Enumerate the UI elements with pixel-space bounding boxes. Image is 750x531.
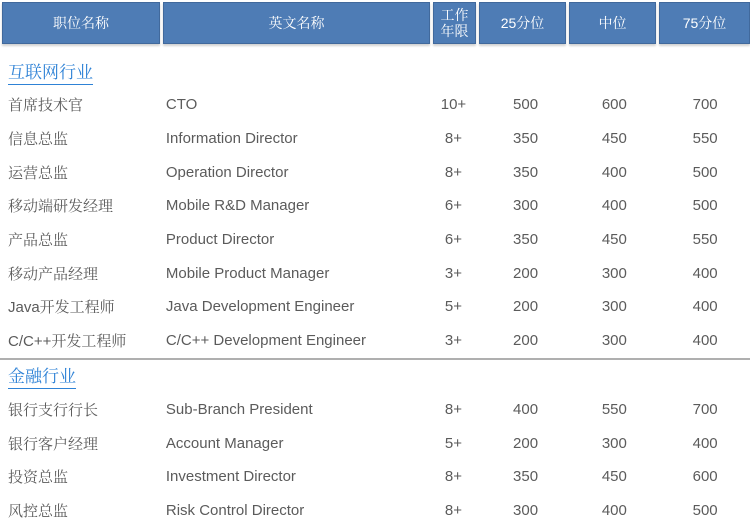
cell-position: 银行客户经理 xyxy=(8,435,99,453)
cell-experience: 10+ xyxy=(440,96,467,114)
cell-english-name: CTO xyxy=(165,96,198,114)
cell-position: 产品总监 xyxy=(8,232,69,250)
table-row xyxy=(2,460,750,494)
cell-position: 首席技术官 xyxy=(8,97,84,115)
cell-experience: 6+ xyxy=(444,231,463,249)
table-row xyxy=(2,223,750,257)
cell-english-name: Java Development Engineer xyxy=(165,298,355,316)
cell-p25: 500 xyxy=(513,96,539,114)
table-row xyxy=(2,155,750,189)
column-header-experience: 工作年限 xyxy=(433,2,476,44)
cell-experience: 8+ xyxy=(444,501,463,519)
section-rows xyxy=(0,393,750,528)
cell-median: 400 xyxy=(601,163,627,181)
section-title-wrap xyxy=(0,63,750,85)
cell-p25: 200 xyxy=(513,264,539,282)
cell-position: C/C++开发工程师 xyxy=(8,333,127,351)
table-row xyxy=(2,324,750,358)
cell-experience: 8+ xyxy=(444,163,463,181)
cell-p25: 350 xyxy=(513,163,539,181)
cell-p25: 300 xyxy=(513,197,539,215)
cell-median: 450 xyxy=(601,231,627,249)
cell-p25: 400 xyxy=(513,400,539,418)
cell-english-name: Investment Director xyxy=(165,468,296,486)
table-row xyxy=(2,189,750,223)
cell-median: 300 xyxy=(601,264,627,282)
cell-p75: 400 xyxy=(692,332,718,350)
cell-median: 300 xyxy=(601,332,627,350)
cell-experience: 3+ xyxy=(444,332,463,350)
cell-english-name: Mobile Product Manager xyxy=(165,264,330,282)
column-header-english-name: 英文名称 xyxy=(163,2,430,44)
cell-english-name: Product Director xyxy=(165,231,275,249)
cell-median: 300 xyxy=(601,434,627,452)
cell-position: 移动端研发经理 xyxy=(8,198,114,216)
cell-experience: 8+ xyxy=(444,400,463,418)
section-rows xyxy=(0,88,750,358)
cell-english-name: Account Manager xyxy=(165,434,284,452)
cell-experience: 8+ xyxy=(444,130,463,148)
cell-p25: 200 xyxy=(513,434,539,452)
table-row xyxy=(2,256,750,290)
cell-position: 运营总监 xyxy=(8,164,69,182)
cell-p25: 200 xyxy=(513,298,539,316)
cell-position: 信息总监 xyxy=(8,131,69,149)
cell-p75: 500 xyxy=(692,163,718,181)
cell-experience: 5+ xyxy=(444,434,463,452)
column-header-p25: 25分位 xyxy=(479,2,566,44)
cell-position: 风控总监 xyxy=(8,502,69,520)
table-row xyxy=(2,494,750,528)
cell-p75: 700 xyxy=(692,400,718,418)
salary-table-page xyxy=(0,2,750,531)
table-row xyxy=(2,426,750,460)
column-header-median: 中位 xyxy=(569,2,656,44)
column-header-p75: 75分位 xyxy=(659,2,750,44)
cell-p75: 400 xyxy=(692,298,718,316)
section-title-wrap xyxy=(0,367,750,389)
cell-median: 450 xyxy=(601,130,627,148)
cell-position: Java开发工程师 xyxy=(8,299,115,317)
table-row xyxy=(2,122,750,156)
cell-median: 600 xyxy=(601,96,627,114)
cell-median: 400 xyxy=(601,501,627,519)
cell-median: 300 xyxy=(601,298,627,316)
cell-position: 投资总监 xyxy=(8,469,69,487)
cell-english-name: Information Director xyxy=(165,130,298,148)
section-title: 金融行业 xyxy=(8,367,76,389)
cell-english-name: Sub-Branch President xyxy=(165,400,313,418)
cell-p25: 350 xyxy=(513,231,539,249)
cell-english-name: C/C++ Development Engineer xyxy=(165,332,367,350)
table-row xyxy=(2,393,750,427)
cell-p25: 350 xyxy=(513,468,539,486)
cell-p75: 600 xyxy=(692,468,718,486)
cell-experience: 5+ xyxy=(444,298,463,316)
cell-position: 移动产品经理 xyxy=(8,265,99,283)
cell-p25: 200 xyxy=(513,332,539,350)
table-body xyxy=(0,63,750,527)
cell-p75: 550 xyxy=(692,231,718,249)
cell-english-name: Risk Control Director xyxy=(165,501,305,519)
table-row xyxy=(2,290,750,324)
section-divider xyxy=(0,358,750,360)
section-title: 互联网行业 xyxy=(8,63,93,85)
cell-experience: 6+ xyxy=(444,197,463,215)
cell-median: 450 xyxy=(601,468,627,486)
cell-p75: 500 xyxy=(692,501,718,519)
cell-p75: 400 xyxy=(692,264,718,282)
cell-position: 银行支行行长 xyxy=(8,401,99,419)
cell-p25: 300 xyxy=(513,501,539,519)
cell-english-name: Operation Director xyxy=(165,163,289,181)
table-row xyxy=(2,88,750,122)
cell-p75: 700 xyxy=(692,96,718,114)
cell-p75: 400 xyxy=(692,434,718,452)
table-header-row xyxy=(2,2,750,44)
cell-p25: 350 xyxy=(513,130,539,148)
cell-p75: 550 xyxy=(692,130,718,148)
column-header-position: 职位名称 xyxy=(2,2,160,44)
cell-median: 400 xyxy=(601,197,627,215)
cell-p75: 500 xyxy=(692,197,718,215)
cell-median: 550 xyxy=(601,400,627,418)
cell-english-name: Mobile R&D Manager xyxy=(165,197,310,215)
cell-experience: 3+ xyxy=(444,264,463,282)
cell-experience: 8+ xyxy=(444,468,463,486)
